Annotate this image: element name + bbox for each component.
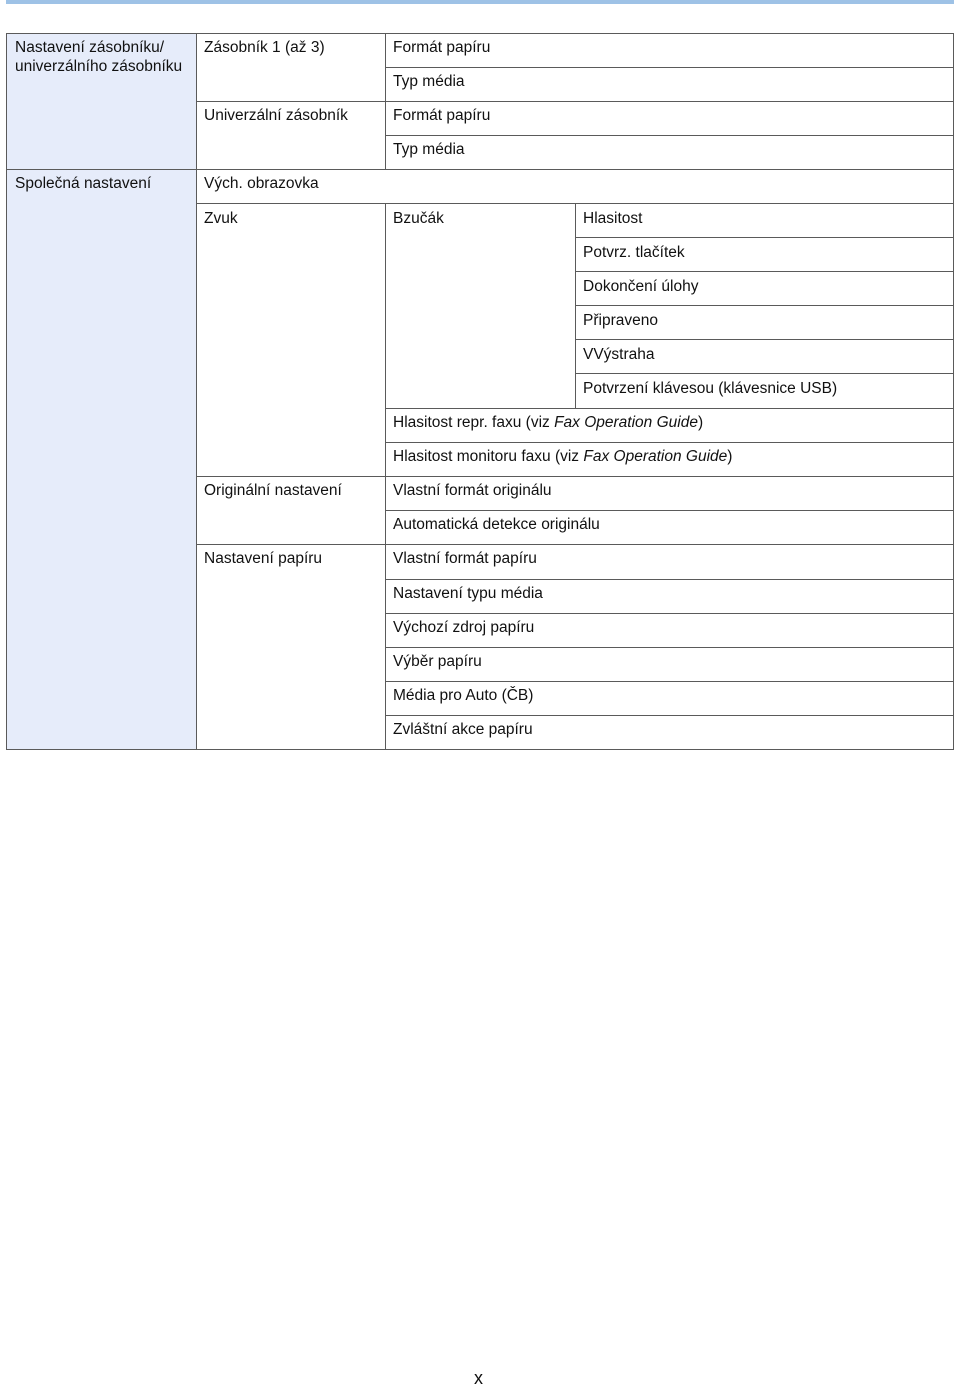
row-divider xyxy=(385,579,953,580)
row-divider xyxy=(385,613,953,614)
job-finish-label: Dokončení úlohy xyxy=(583,278,699,295)
column-divider xyxy=(196,34,197,750)
page-marker: x xyxy=(474,1368,483,1388)
paper-selection-label: Výběr papíru xyxy=(393,653,482,670)
auto-detect-original-label: Automatická detekce originálu xyxy=(393,516,600,533)
fax-monitor-volume-label: Hlasitost monitoru faxu (viz Fax Operation Guide) xyxy=(393,448,733,465)
header-rule xyxy=(6,0,954,4)
media-type-setting-label: Nastavení typu média xyxy=(393,585,543,602)
row-divider xyxy=(196,476,953,477)
row-divider xyxy=(7,169,953,170)
row-divider xyxy=(196,544,953,545)
custom-original-size-label: Vlastní formát originálu xyxy=(393,482,552,499)
fax-volume-label: Hlasitost repr. faxu (viz Fax Operation Guide) xyxy=(393,414,704,431)
row-divider xyxy=(385,442,953,443)
column-divider xyxy=(385,204,386,750)
default-paper-source-label: Výchozí zdroj papíru xyxy=(393,619,535,636)
media-type-label: Typ média xyxy=(393,141,465,158)
row-divider xyxy=(575,305,953,306)
column-divider xyxy=(575,204,576,408)
special-paper-action-label: Zvláštní akce papíru xyxy=(393,721,533,738)
column-divider xyxy=(385,34,386,170)
sound-label: Zvuk xyxy=(204,210,238,227)
row-divider xyxy=(385,67,953,68)
row-divider xyxy=(575,271,953,272)
media-type-label: Typ média xyxy=(393,73,465,90)
row-divider xyxy=(385,135,953,136)
row-divider xyxy=(575,339,953,340)
common-settings-label: Společná nastavení xyxy=(15,175,152,192)
settings-table xyxy=(6,33,954,750)
key-confirmation-label: Potvrz. tlačítek xyxy=(583,244,685,261)
usb-keyboard-confirm-label: Potvrzení klávesou (klávesnice USB) xyxy=(583,380,838,397)
paper-size-label: Formát papíru xyxy=(393,39,491,56)
default-screen-label: Vých. obrazovka xyxy=(204,175,319,192)
row-divider xyxy=(196,203,953,204)
buzzer-label: Bzučák xyxy=(393,210,444,227)
paper-settings-label: Nastavení papíru xyxy=(204,550,323,567)
row-divider xyxy=(385,681,953,682)
custom-paper-size-label: Vlastní formát papíru xyxy=(393,550,537,567)
row-divider xyxy=(575,237,953,238)
ready-label: Připraveno xyxy=(583,312,658,329)
row-divider xyxy=(385,647,953,648)
row-divider xyxy=(575,373,953,374)
media-for-auto-label: Média pro Auto (ČB) xyxy=(393,687,534,704)
row-divider xyxy=(385,510,953,511)
row-divider xyxy=(385,715,953,716)
tray-label: Zásobník 1 (až 3) xyxy=(204,39,325,56)
row-divider xyxy=(385,408,953,409)
first-column-background xyxy=(7,34,196,749)
warning-label: VVýstraha xyxy=(583,346,655,363)
mp-tray-label: Univerzální zásobník xyxy=(204,107,348,124)
original-settings-label: Originální nastavení xyxy=(204,482,342,499)
volume-label: Hlasitost xyxy=(583,210,643,227)
paper-size-label: Formát papíru xyxy=(393,107,491,124)
tray-settings-label: Nastavení zásobníku/ univerzálního zásobníku xyxy=(15,39,183,75)
row-divider xyxy=(196,101,953,102)
